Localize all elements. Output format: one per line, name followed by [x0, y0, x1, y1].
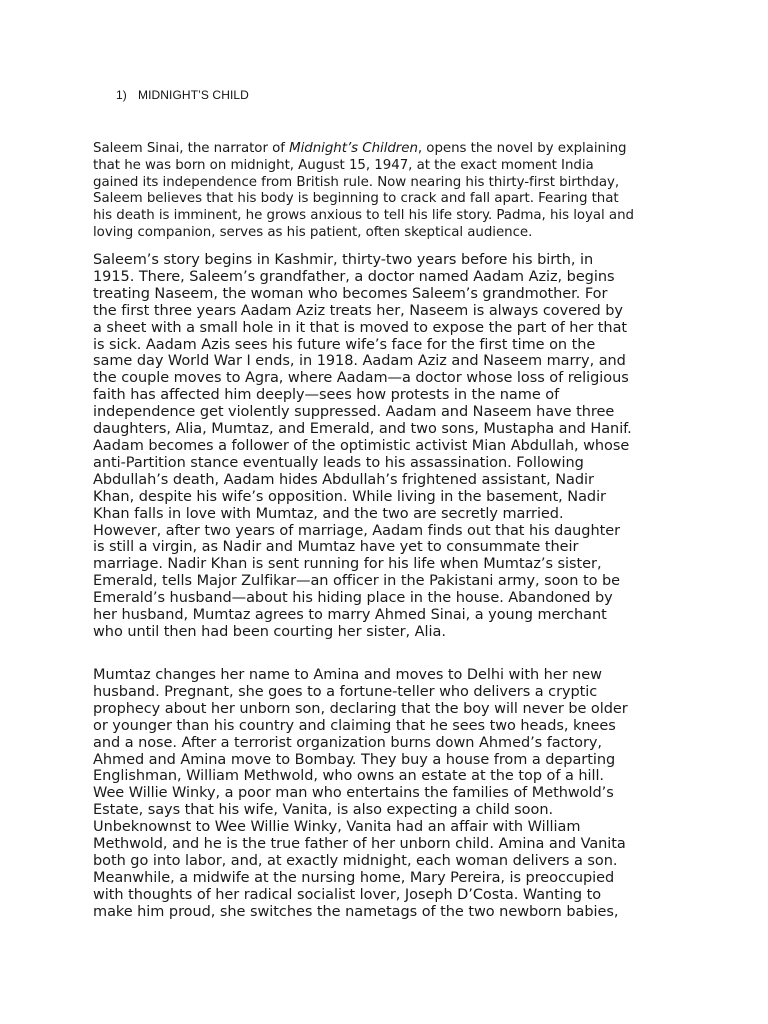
paragraph-line: Saleem believes that his body is beginning to crack and fall apart. Fearing that [93, 191, 619, 207]
paragraph-line: is still a virgin, as Nadir and Mumtaz have yet to consummate their [93, 539, 579, 556]
paragraph-line: anti-Partition stance eventually leads to his assassination. Following [93, 454, 584, 471]
paragraph-line: Wee Willie Winky, a poor man who entertains the families of Methwold’s [93, 785, 614, 802]
paragraph-line: independence get violently suppressed. Aadam and Naseem have three [93, 404, 615, 421]
paragraph-line: a sheet with a small hole in it that is moved to expose the part of her that [93, 319, 628, 336]
paragraph-line: Emerald, tells Major Zulfikar—an officer in the Pakistani army, soon to be [93, 573, 621, 590]
paragraph-line: loving companion, serves as his patient, often skeptical audience. [93, 224, 533, 240]
paragraph-line: Abdullah’s death, Aadam hides Abdullah’s frightened assistant, Nadir [93, 471, 594, 488]
paragraph-line [93, 141, 683, 158]
paragraph-line: treating Naseem, the woman who becomes Saleem’s grandmother. For [93, 285, 608, 302]
text-run: Saleem Sinai, the narrator of [93, 141, 290, 156]
paragraph-line: her husband, Mumtaz agrees to marry Ahmed Sinai, a young merchant [93, 607, 607, 624]
paragraph-line: Emerald’s husband—about his hiding place in the house. Abandoned by [93, 590, 613, 607]
paragraph-line: Estate, says that his wife, Vanita, is also expecting a child soon. [93, 802, 554, 819]
paragraph-line: Khan falls in love with Mumtaz, and the two are secretly married. [93, 505, 564, 522]
paragraph-line: Khan, despite his wife’s opposition. While living in the basement, Nadir [93, 488, 606, 505]
paragraph-line: who until then had been courting her sister, Alia. [93, 623, 446, 640]
paragraph-line: the first three years Aadam Aziz treats her, Naseem is always covered by [93, 302, 623, 319]
text-run: , opens the novel by explaining [417, 141, 627, 156]
paragraph-line: both go into labor, and, at exactly midnight, each woman delivers a son. [93, 852, 618, 869]
section-heading [116, 88, 249, 102]
paragraph-line: prophecy about her unborn son, declaring that the boy will never be older [93, 700, 628, 717]
section-title: MIDNIGHT’S CHILD [138, 88, 249, 102]
paragraph-line: is sick. Aadam Azis sees his future wife’s face for the first time on the [93, 336, 596, 353]
paragraph-line: daughters, Alia, Mumtaz, and Emerald, and two sons, Mustapha and Hanif. [93, 421, 632, 438]
paragraph-line: However, after two years of marriage, Aadam finds out that his daughter [93, 522, 621, 539]
paragraph-line: faith has affected him deeply—sees how protests in the name of [93, 387, 560, 404]
paragraph-line: his death is imminent, he grows anxious to tell his life story. Padma, his loyal and [93, 208, 634, 224]
paragraph-line: same day World War I ends, in 1918. Aadam Aziz and Naseem marry, and [93, 353, 626, 370]
paragraph-line: Unbeknownst to Wee Willie Winky, Vanita had an affair with William [93, 819, 581, 836]
paragraph-line: that he was born on midnight, August 15, 1947, at the exact moment India [93, 157, 594, 173]
paragraph-intro [93, 141, 683, 242]
paragraph-line: Meanwhile, a midwife at the nursing home, Mary Pereira, is preoccupied [93, 869, 615, 886]
section-number: 1) [116, 88, 127, 102]
paragraph-line: Saleem’s story begins in Kashmir, thirty-two years before his birth, in [93, 252, 594, 268]
paragraph-line: husband. Pregnant, she goes to a fortune-teller who delivers a cryptic [93, 683, 598, 700]
paragraph-line: 1915. There, Saleem’s grandfather, a doctor named Aadam Aziz, begins [93, 268, 615, 285]
paragraph-line: Aadam becomes a follower of the optimistic activist Mian Abdullah, whose [93, 437, 630, 454]
paragraph-line: Mumtaz changes her name to Amina and moves to Delhi with her new [93, 667, 602, 683]
paragraph-kashmir [93, 252, 683, 641]
paragraph-line: the couple moves to Agra, where Aadam—a doctor whose loss of religious [93, 370, 629, 387]
paragraph-line: Englishman, William Methwold, who owns an estate at the top of a hill. [93, 768, 604, 785]
paragraph-line: and a nose. After a terrorist organization burns down Ahmed’s factory, [93, 734, 602, 751]
paragraph-line: gained its independence from British rule. Now nearing his thirty-first birthday, [93, 174, 620, 190]
paragraph-line: marriage. Nadir Khan is sent running for his life when Mumtaz’s sister, [93, 556, 602, 573]
paragraph-line: Methwold, and he is the true father of her unborn child. Amina and Vanita [93, 836, 626, 853]
book-title-italic: Midnight’s Children [289, 141, 418, 156]
paragraph-bombay [93, 667, 683, 921]
paragraph-line: or younger than his country and claiming that he sees two heads, knees [93, 717, 616, 734]
paragraph-line: with thoughts of her radical socialist lover, Joseph D’Costa. Wanting to [93, 886, 602, 903]
paragraph-line: make him proud, she switches the nametags of the two newborn babies, [93, 903, 619, 920]
paragraph-line: Ahmed and Amina move to Bombay. They buy a house from a departing [93, 751, 616, 768]
